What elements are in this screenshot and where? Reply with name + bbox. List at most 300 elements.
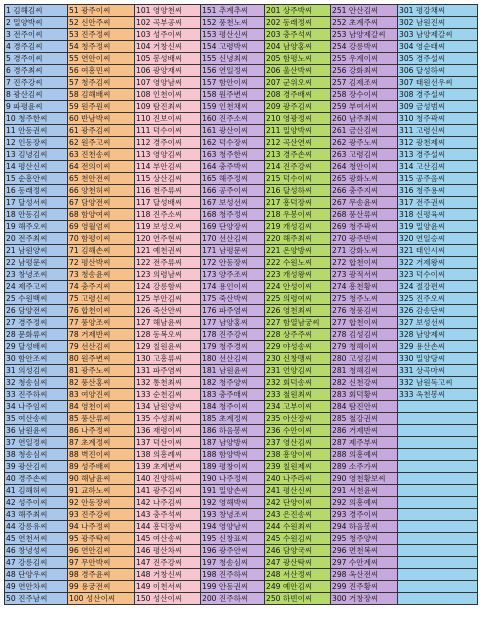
rank-number: 329 — [399, 342, 416, 351]
rank-number: 40 — [6, 474, 19, 483]
surname-label: 남양제갈씨 — [348, 30, 386, 39]
surname-cell — [5, 533, 68, 545]
rank-number: 244 — [266, 522, 283, 531]
table-row — [5, 557, 478, 569]
surname-label: 문화류씨 — [18, 330, 48, 339]
surname-label: 김녕김씨 — [18, 150, 48, 159]
rank-number: 77 — [69, 318, 82, 327]
rank-number: 44 — [6, 522, 19, 531]
rank-number: 76 — [69, 306, 82, 315]
surname-label: 신녕최씨 — [218, 54, 249, 63]
surname-cell — [398, 185, 478, 197]
surname-cell — [265, 149, 331, 161]
rank-number: 20 — [6, 234, 19, 243]
surname-label: 안동장씨 — [81, 498, 111, 507]
surname-cell — [331, 389, 398, 401]
rank-number: 248 — [266, 570, 283, 579]
rank-number: 173 — [202, 270, 219, 279]
surname-label: 덕산이씨 — [152, 438, 183, 447]
surname-cell — [5, 53, 68, 65]
rank-number: 83 — [69, 390, 82, 399]
rank-number: 53 — [69, 30, 82, 39]
surname-cell — [5, 221, 68, 233]
surname-label: 전주류씨 — [152, 258, 183, 267]
rank-number: 119 — [136, 222, 153, 231]
rank-number: 47 — [6, 558, 19, 567]
surname-cell — [398, 245, 478, 257]
surname-label: 충주석씨 — [282, 30, 313, 39]
surname-cell — [265, 197, 331, 209]
surname-label: 단양이씨 — [282, 498, 313, 507]
surname-label: 거제왕씨 — [415, 258, 446, 267]
rank-number: 288 — [332, 450, 349, 459]
surname-label: 청주정씨 — [81, 42, 111, 51]
surname-label: 보성오씨 — [152, 222, 183, 231]
surname-label: 진주소씨 — [152, 210, 183, 219]
surname-cell — [265, 5, 331, 17]
table-row — [5, 269, 478, 281]
rank-number: 212 — [266, 138, 283, 147]
surname-label: 달성하씨 — [415, 66, 446, 75]
surname-cell — [5, 125, 68, 137]
surname-label: 죽산박씨 — [218, 294, 249, 303]
surname-label: 광주안씨 — [218, 546, 249, 555]
surname-label: 의흥예씨 — [348, 498, 379, 507]
surname-label: 파주염씨 — [152, 366, 183, 375]
surname-cell — [201, 281, 265, 293]
surname-label: 진주강씨 — [218, 330, 249, 339]
surname-cell — [135, 353, 201, 365]
surname-cell — [331, 365, 398, 377]
surname-cell — [5, 65, 68, 77]
surname-cell — [398, 389, 478, 401]
surname-cell — [201, 77, 265, 89]
surname-label: 남양홍씨 — [282, 42, 313, 51]
surname-label: 보성선씨 — [218, 198, 249, 207]
surname-cell — [398, 221, 478, 233]
rank-number: 189 — [202, 462, 219, 471]
rank-number: 205 — [266, 54, 283, 63]
surname-label: 강릉박씨 — [348, 42, 379, 51]
rank-number: 90 — [69, 474, 82, 483]
surname-label: 고령신씨 — [415, 126, 446, 135]
surname-cell — [5, 437, 68, 449]
surname-cell — [265, 329, 331, 341]
surname-cell — [331, 113, 398, 125]
surname-label: 영양남씨 — [152, 78, 183, 87]
surname-label: 수성최씨 — [152, 414, 183, 423]
rank-number: 318 — [399, 210, 416, 219]
surname-cell — [68, 221, 135, 233]
rank-number: 80 — [69, 354, 82, 363]
rank-number: 145 — [136, 534, 153, 543]
surname-cell — [68, 413, 135, 425]
surname-cell — [135, 125, 201, 137]
surname-label: 우봉이씨 — [282, 210, 313, 219]
surname-cell — [135, 401, 201, 413]
surname-cell — [68, 449, 135, 461]
rank-number: 195 — [202, 534, 219, 543]
surname-label: 나주라씨 — [282, 474, 313, 483]
surname-cell — [68, 101, 135, 113]
surname-cell — [398, 581, 478, 593]
surname-label: 인천이씨 — [152, 90, 183, 99]
rank-number: 280 — [332, 354, 349, 363]
rank-number: 286 — [332, 426, 349, 435]
rank-number: 121 — [136, 246, 153, 255]
surname-label: 경주이씨 — [152, 138, 183, 147]
surname-label: 김성김씨 — [348, 330, 379, 339]
surname-cell — [135, 569, 201, 581]
surname-cell — [331, 281, 398, 293]
surname-label: 교하노씨 — [81, 486, 111, 495]
surname-cell — [201, 581, 265, 593]
rank-number: 120 — [136, 234, 153, 243]
surname-label: 함양박씨 — [218, 450, 249, 459]
table-row — [5, 317, 478, 329]
surname-label: 영천이씨 — [81, 402, 111, 411]
rank-number: 19 — [6, 222, 19, 231]
surname-cell — [331, 353, 398, 365]
rank-number: 98 — [69, 570, 82, 579]
surname-cell — [135, 449, 201, 461]
surname-label: 합천이씨 — [348, 258, 379, 267]
rank-number: 170 — [202, 234, 219, 243]
table-row — [5, 137, 478, 149]
surname-label: 탐진안씨 — [348, 402, 379, 411]
surname-label: 덕수이씨 — [152, 126, 183, 135]
surname-label: 김해배씨 — [81, 90, 111, 99]
surname-cell — [68, 329, 135, 341]
surname-cell — [201, 353, 265, 365]
rank-number: 247 — [266, 558, 283, 567]
table-row — [5, 173, 478, 185]
rank-number: 276 — [332, 306, 349, 315]
surname-cell — [5, 545, 68, 557]
surname-cell — [68, 5, 135, 17]
table-row — [5, 545, 478, 557]
rank-number: 278 — [332, 330, 349, 339]
surname-label: 파평윤씨 — [13, 102, 43, 111]
surname-label: 광주탁씨 — [81, 534, 111, 543]
rank-number: 240 — [266, 474, 283, 483]
rank-number: 28 — [6, 330, 19, 339]
surname-cell — [5, 413, 68, 425]
surname-cell — [5, 569, 68, 581]
surname-cell — [201, 485, 265, 497]
surname-cell — [331, 593, 398, 605]
surname-cell — [68, 389, 135, 401]
surname-label: 영천최씨 — [282, 306, 313, 315]
surname-cell — [331, 53, 398, 65]
surname-cell — [398, 65, 478, 77]
rank-number: 36 — [6, 426, 19, 435]
surname-cell — [331, 533, 398, 545]
surname-label: 청주곽씨 — [415, 114, 446, 123]
table-row — [5, 113, 478, 125]
surname-cell — [135, 113, 201, 125]
surname-label: 청주정씨 — [218, 210, 249, 219]
rank-number: 132 — [136, 378, 153, 387]
surname-cell — [135, 521, 201, 533]
rank-number: 233 — [266, 390, 283, 399]
surname-label: 달성서씨 — [18, 198, 48, 207]
rank-number: 32 — [6, 378, 19, 387]
table-row — [5, 65, 478, 77]
surname-cell — [68, 185, 135, 197]
surname-label: 광주노씨 — [81, 366, 111, 375]
surname-cell — [398, 293, 478, 305]
surname-cell — [201, 221, 265, 233]
surname-label: 광주이씨 — [81, 6, 111, 15]
surname-label: 덕수이씨 — [415, 270, 446, 279]
surname-label: 진주남씨 — [18, 594, 48, 603]
rank-number: 101 — [136, 6, 153, 15]
surname-label: 해주최씨 — [18, 510, 48, 519]
rank-number: 187 — [202, 438, 219, 447]
surname-label: 강릉유씨 — [18, 522, 48, 531]
rank-number: 97 — [69, 558, 82, 567]
surname-label: 청안이씨 — [348, 162, 379, 171]
rank-number: 10 — [6, 114, 19, 123]
surname-cell — [68, 545, 135, 557]
rank-number: 181 — [202, 366, 219, 375]
surname-label: 진양하씨 — [152, 474, 183, 483]
surname-cell — [5, 137, 68, 149]
rank-number: 22 — [6, 258, 19, 267]
rank-number: 222 — [266, 258, 283, 267]
surname-label: 신창맹씨 — [282, 354, 313, 363]
surname-cell — [5, 209, 68, 221]
surname-cell — [68, 305, 135, 317]
surname-label: 온양방씨 — [282, 246, 313, 255]
surname-label: 거창신씨 — [152, 570, 183, 579]
rank-number: 258 — [332, 90, 349, 99]
surname-label: 부안김씨 — [152, 162, 183, 171]
surname-cell — [265, 137, 331, 149]
rank-number: 242 — [266, 498, 283, 507]
surname-label: 아산장씨 — [282, 414, 313, 423]
surname-cell — [398, 125, 478, 137]
rank-number: 182 — [202, 378, 219, 387]
surname-label: 광산김씨 — [13, 90, 43, 99]
surname-cell — [265, 161, 331, 173]
surname-cell — [68, 425, 135, 437]
surname-cell — [201, 461, 265, 473]
surname-cell — [5, 77, 68, 89]
surname-label: 고령김씨 — [348, 150, 379, 159]
surname-label: 진주하씨 — [18, 390, 48, 399]
surname-label: 평산박씨 — [81, 258, 111, 267]
surname-cell — [265, 113, 331, 125]
rank-number: 126 — [136, 306, 153, 315]
surname-label: 강릉김씨 — [18, 558, 48, 567]
rank-number: 231 — [266, 366, 283, 375]
surname-cell — [68, 485, 135, 497]
surname-label: 광산김씨 — [18, 462, 48, 471]
rank-number: 117 — [136, 198, 153, 207]
surname-cell — [398, 269, 478, 281]
surname-label: 창녕성씨 — [18, 546, 48, 555]
surname-label: 무송윤씨 — [348, 198, 379, 207]
surname-cell — [331, 137, 398, 149]
surname-label: 수원백씨 — [18, 294, 48, 303]
surname-label: 반남박씨 — [81, 114, 111, 123]
rank-number: 185 — [202, 414, 219, 423]
rank-number: 292 — [332, 498, 349, 507]
surname-cell — [331, 185, 398, 197]
rank-number: 131 — [136, 366, 153, 375]
rank-number: 165 — [202, 174, 219, 183]
surname-label: 나주정씨 — [81, 522, 111, 531]
surname-cell — [135, 317, 201, 329]
rank-number: 50 — [6, 594, 19, 603]
surname-label: 고령신씨 — [81, 294, 111, 303]
rank-number: 102 — [136, 18, 153, 27]
rank-number: 324 — [399, 282, 416, 291]
surname-label: 영순태씨 — [415, 42, 446, 51]
rank-number: 227 — [266, 318, 283, 327]
surname-label: 풍양조씨 — [81, 318, 111, 327]
surname-label: 연일정씨 — [218, 66, 249, 75]
surname-label: 영광정씨 — [282, 114, 313, 123]
rank-number: 183 — [202, 390, 219, 399]
surname-label: 공주이씨 — [218, 186, 249, 195]
rank-number: 56 — [69, 66, 82, 75]
surname-label: 경주이씨 — [13, 54, 43, 63]
surname-cell — [135, 341, 201, 353]
rank-number: 64 — [69, 162, 82, 171]
rank-number: 54 — [69, 42, 82, 51]
surname-cell — [331, 209, 398, 221]
surname-label: 광주노씨 — [348, 138, 379, 147]
surname-label: 풍산홍씨 — [81, 378, 111, 387]
surname-label: 진주하씨 — [218, 570, 249, 579]
rank-number: 293 — [332, 510, 349, 519]
rank-number: 246 — [266, 546, 283, 555]
table-row — [5, 89, 478, 101]
surname-cell — [201, 197, 265, 209]
rank-number: 11 — [6, 126, 19, 135]
surname-label: 안성이씨 — [282, 282, 313, 291]
surname-cell — [5, 389, 68, 401]
surname-label: 평산신씨 — [18, 162, 48, 171]
rank-number: 297 — [332, 558, 349, 567]
surname-cell — [201, 593, 265, 605]
rank-number: 111 — [136, 126, 153, 135]
table-row — [5, 581, 478, 593]
surname-label: 진주오씨 — [415, 294, 446, 303]
rank-number: 82 — [69, 378, 82, 387]
rank-number: 251 — [332, 6, 349, 15]
surname-label: 초계주씨 — [348, 18, 379, 27]
rank-number: 89 — [69, 462, 82, 471]
surname-cell — [265, 353, 331, 365]
rank-number: 149 — [136, 582, 153, 591]
rank-number: 270 — [332, 234, 349, 243]
surname-label: 소주가씨 — [348, 462, 379, 471]
surname-label: 광주김씨 — [282, 102, 313, 111]
rank-number: 331 — [399, 366, 416, 375]
surname-cell — [68, 257, 135, 269]
rank-number: 294 — [332, 522, 349, 531]
surname-cell — [5, 377, 68, 389]
surname-cell — [68, 233, 135, 245]
table-row — [5, 353, 478, 365]
surname-cell — [5, 257, 68, 269]
surname-cell — [5, 341, 68, 353]
surname-label: 금산김씨 — [348, 126, 379, 135]
surname-label: 예천권씨 — [152, 246, 183, 255]
rank-number: 2 — [6, 18, 14, 27]
surname-label: 광주김씨 — [152, 486, 183, 495]
surname-label: 남평문씨 — [218, 246, 249, 255]
rank-number: 46 — [6, 546, 19, 555]
surname-cell — [135, 29, 201, 41]
surname-cell — [68, 521, 135, 533]
rank-number: 130 — [136, 354, 153, 363]
surname-label: 담양전씨 — [81, 198, 111, 207]
surname-cell — [331, 17, 398, 29]
surname-cell — [331, 581, 398, 593]
surname-cell — [5, 509, 68, 521]
surname-cell — [68, 353, 135, 365]
surname-label: 광주김씨 — [81, 126, 111, 135]
surname-label: 창녕조씨 — [18, 270, 48, 279]
rank-number: 3 — [6, 30, 14, 39]
rank-number: 114 — [136, 162, 153, 171]
surname-cell — [265, 233, 331, 245]
surname-label: 절강편씨 — [415, 282, 446, 291]
surname-label: 남원양씨 — [152, 402, 183, 411]
rank-number: 188 — [202, 450, 219, 459]
rank-number: 115 — [136, 174, 153, 183]
surname-cell — [265, 509, 331, 521]
surname-label: 나주정씨 — [218, 474, 249, 483]
surname-cell — [201, 5, 265, 17]
rank-number: 71 — [69, 246, 82, 255]
surname-cell — [135, 413, 201, 425]
surname-cell — [135, 17, 201, 29]
rank-number: 249 — [266, 582, 283, 591]
rank-number: 142 — [136, 498, 153, 507]
surname-cell — [265, 581, 331, 593]
surname-cell — [331, 461, 398, 473]
rank-number: 118 — [136, 210, 153, 219]
surname-label: 칠원윤씨 — [152, 342, 183, 351]
surname-label: 경주설씨 — [415, 150, 446, 159]
surname-cell — [135, 581, 201, 593]
rank-number: 151 — [202, 6, 219, 15]
surname-label: 공주음씨 — [415, 174, 446, 183]
table-row — [5, 5, 478, 17]
rank-number: 134 — [136, 402, 153, 411]
rank-number: 166 — [202, 186, 219, 195]
rank-number: 78 — [69, 330, 82, 339]
rank-number: 319 — [399, 222, 416, 231]
rank-number: 330 — [399, 354, 416, 363]
rank-number: 202 — [266, 18, 283, 27]
surname-label: 옥천봉씨 — [415, 390, 446, 399]
rank-number: 230 — [266, 354, 283, 363]
rank-number: 197 — [202, 558, 219, 567]
surname-label: 은진송씨 — [282, 510, 313, 519]
surname-label: 청주노씨 — [348, 294, 379, 303]
surname-cell — [68, 65, 135, 77]
surname-cell — [398, 197, 478, 209]
rank-number: 158 — [202, 90, 219, 99]
surname-label: 부안김씨 — [152, 294, 183, 303]
